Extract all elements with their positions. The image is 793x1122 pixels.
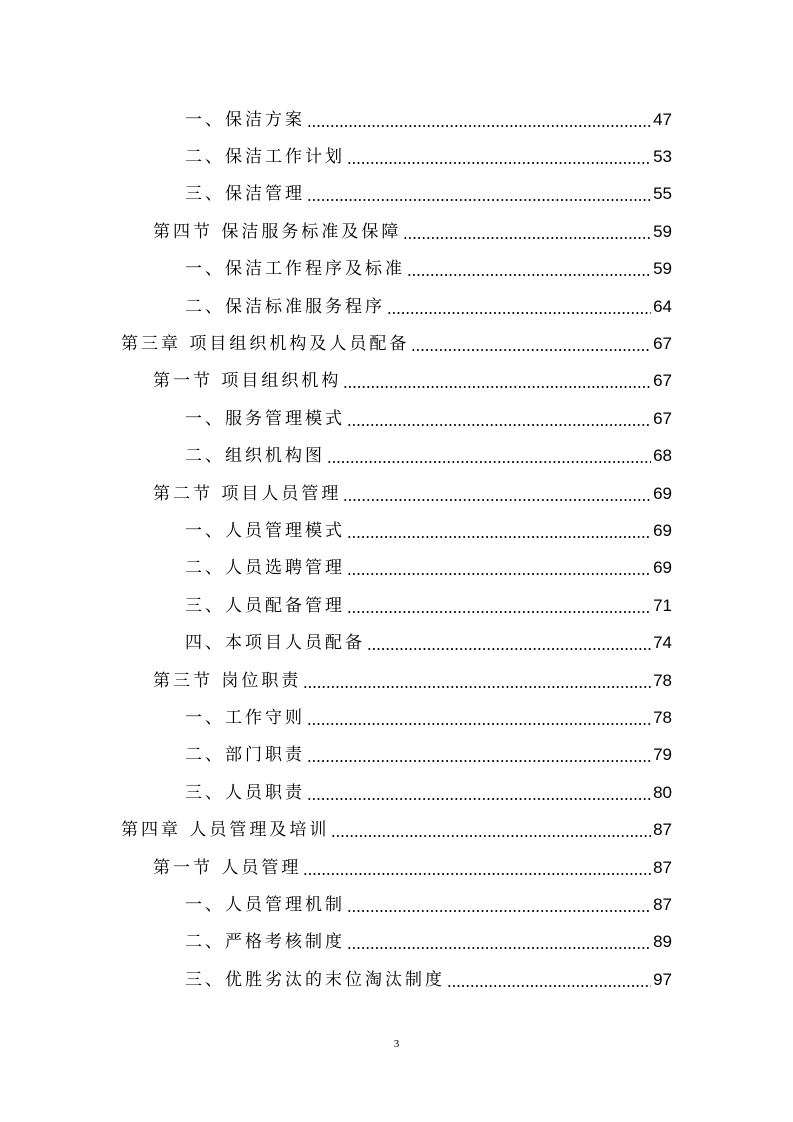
toc-entry[interactable] [153, 213, 672, 250]
toc-leader-dots [347, 932, 651, 952]
toc-entry-title: 二、严格考核制度 [185, 932, 345, 953]
toc-leader-dots [347, 147, 651, 167]
toc-entry[interactable] [185, 176, 672, 213]
toc-entry[interactable] [185, 512, 672, 549]
toc-entry[interactable] [185, 924, 672, 961]
toc-leader-dots [347, 521, 651, 541]
toc-leader-dots [307, 110, 651, 130]
toc-entry-page: 47 [653, 109, 672, 129]
toc-entry-title: 一、工作守则 [185, 708, 305, 729]
page-number: 3 [393, 1038, 400, 1050]
toc-entry[interactable] [185, 101, 672, 138]
toc-entry[interactable] [185, 587, 672, 624]
toc-entry-page: 59 [653, 221, 672, 241]
toc-entry-page: 67 [653, 334, 672, 354]
toc-entry-page: 55 [653, 184, 672, 204]
toc-entry-title: 第四章 人员管理及培训 [121, 820, 330, 841]
toc-entry-title: 第三节 岗位职责 [153, 670, 302, 691]
toc-entry-title: 二、组织机构图 [185, 446, 325, 467]
toc-entry-page: 69 [653, 558, 672, 578]
toc-entry-page: 59 [653, 259, 672, 279]
toc-entry-title: 一、人员管理模式 [185, 521, 345, 542]
toc-leader-dots [327, 446, 651, 466]
toc-entry[interactable] [185, 138, 672, 175]
toc-entry[interactable] [121, 812, 672, 849]
toc-entry[interactable] [121, 325, 672, 362]
toc-entry-title: 一、人员管理机制 [185, 895, 345, 916]
toc-entry[interactable] [153, 662, 672, 699]
toc-leader-dots [307, 184, 651, 204]
toc-entry[interactable] [185, 288, 672, 325]
toc-entry[interactable] [185, 625, 672, 662]
toc-entry[interactable] [185, 438, 672, 475]
toc-leader-dots [343, 371, 651, 391]
toc-entry[interactable] [185, 886, 672, 923]
toc-entry-page: 87 [653, 895, 672, 915]
toc-entry-title: 第一节 项目组织机构 [153, 371, 342, 392]
toc-entry-title: 第二节 项目人员管理 [153, 483, 342, 504]
toc-leader-dots [331, 820, 651, 840]
toc-entry-page: 89 [653, 932, 672, 952]
toc-leader-dots [347, 596, 651, 616]
toc-entry[interactable] [153, 363, 672, 400]
toc-entry[interactable] [185, 961, 672, 998]
toc-leader-dots [447, 970, 651, 990]
toc-entry[interactable] [153, 475, 672, 512]
toc-entry[interactable] [185, 400, 672, 437]
toc-leader-dots [307, 745, 651, 765]
toc-entry-title: 一、服务管理模式 [185, 408, 345, 429]
toc-entry-page: 87 [653, 857, 672, 877]
toc-leader-dots [347, 895, 651, 915]
toc-entry-page: 78 [653, 670, 672, 690]
toc-entry-title: 二、保洁标准服务程序 [185, 296, 385, 317]
toc-entry-page: 67 [653, 371, 672, 391]
toc-entry-title: 二、部门职责 [185, 745, 305, 766]
toc-entry-page: 69 [653, 521, 672, 541]
toc-entry-page: 71 [653, 595, 672, 615]
toc-entry-title: 二、保洁工作计划 [185, 147, 345, 168]
toc-entry[interactable] [185, 737, 672, 774]
toc-entry[interactable] [185, 550, 672, 587]
toc-entry-page: 87 [653, 820, 672, 840]
toc-leader-dots [403, 222, 651, 242]
toc-entry-page: 80 [653, 782, 672, 802]
toc-entry-page: 68 [653, 446, 672, 466]
toc-entry-page: 74 [653, 633, 672, 653]
toc-entry-title: 第一节 人员管理 [153, 857, 302, 878]
toc-entry-page: 53 [653, 147, 672, 167]
toc-leader-dots [343, 484, 651, 504]
toc-entry-page: 69 [653, 483, 672, 503]
toc-leader-dots [303, 671, 651, 691]
toc-entry-title: 一、保洁方案 [185, 109, 305, 130]
toc-leader-dots [407, 259, 651, 279]
toc-entry[interactable] [185, 774, 672, 811]
toc-entry-page: 78 [653, 708, 672, 728]
toc-entry-page: 67 [653, 408, 672, 428]
toc-entry-title: 第三章 项目组织机构及人员配备 [121, 334, 410, 355]
toc-leader-dots [307, 783, 651, 803]
toc-leader-dots [303, 858, 651, 878]
toc-leader-dots [387, 297, 651, 317]
toc-entry-title: 三、优胜劣汰的末位淘汰制度 [185, 969, 445, 990]
toc-entry[interactable] [185, 251, 672, 288]
toc-entry-page: 79 [653, 745, 672, 765]
toc-entry-title: 三、人员配备管理 [185, 595, 345, 616]
toc-entry-title: 一、保洁工作程序及标准 [185, 259, 405, 280]
toc-entry-title: 三、保洁管理 [185, 184, 305, 205]
toc-leader-dots [307, 708, 651, 728]
toc-entry-page: 97 [653, 969, 672, 989]
toc-leader-dots [347, 558, 651, 578]
toc-leader-dots [367, 633, 651, 653]
toc-leader-dots [411, 334, 651, 354]
toc-entry[interactable] [153, 849, 672, 886]
toc-entry-title: 二、人员选聘管理 [185, 558, 345, 579]
toc-entry-page: 64 [653, 296, 672, 316]
toc-entry[interactable] [185, 699, 672, 736]
toc-entry-title: 三、人员职责 [185, 782, 305, 803]
toc-entry-title: 四、本项目人员配备 [185, 633, 365, 654]
toc-leader-dots [347, 409, 651, 429]
toc-entry-title: 第四节 保洁服务标准及保障 [153, 221, 402, 242]
